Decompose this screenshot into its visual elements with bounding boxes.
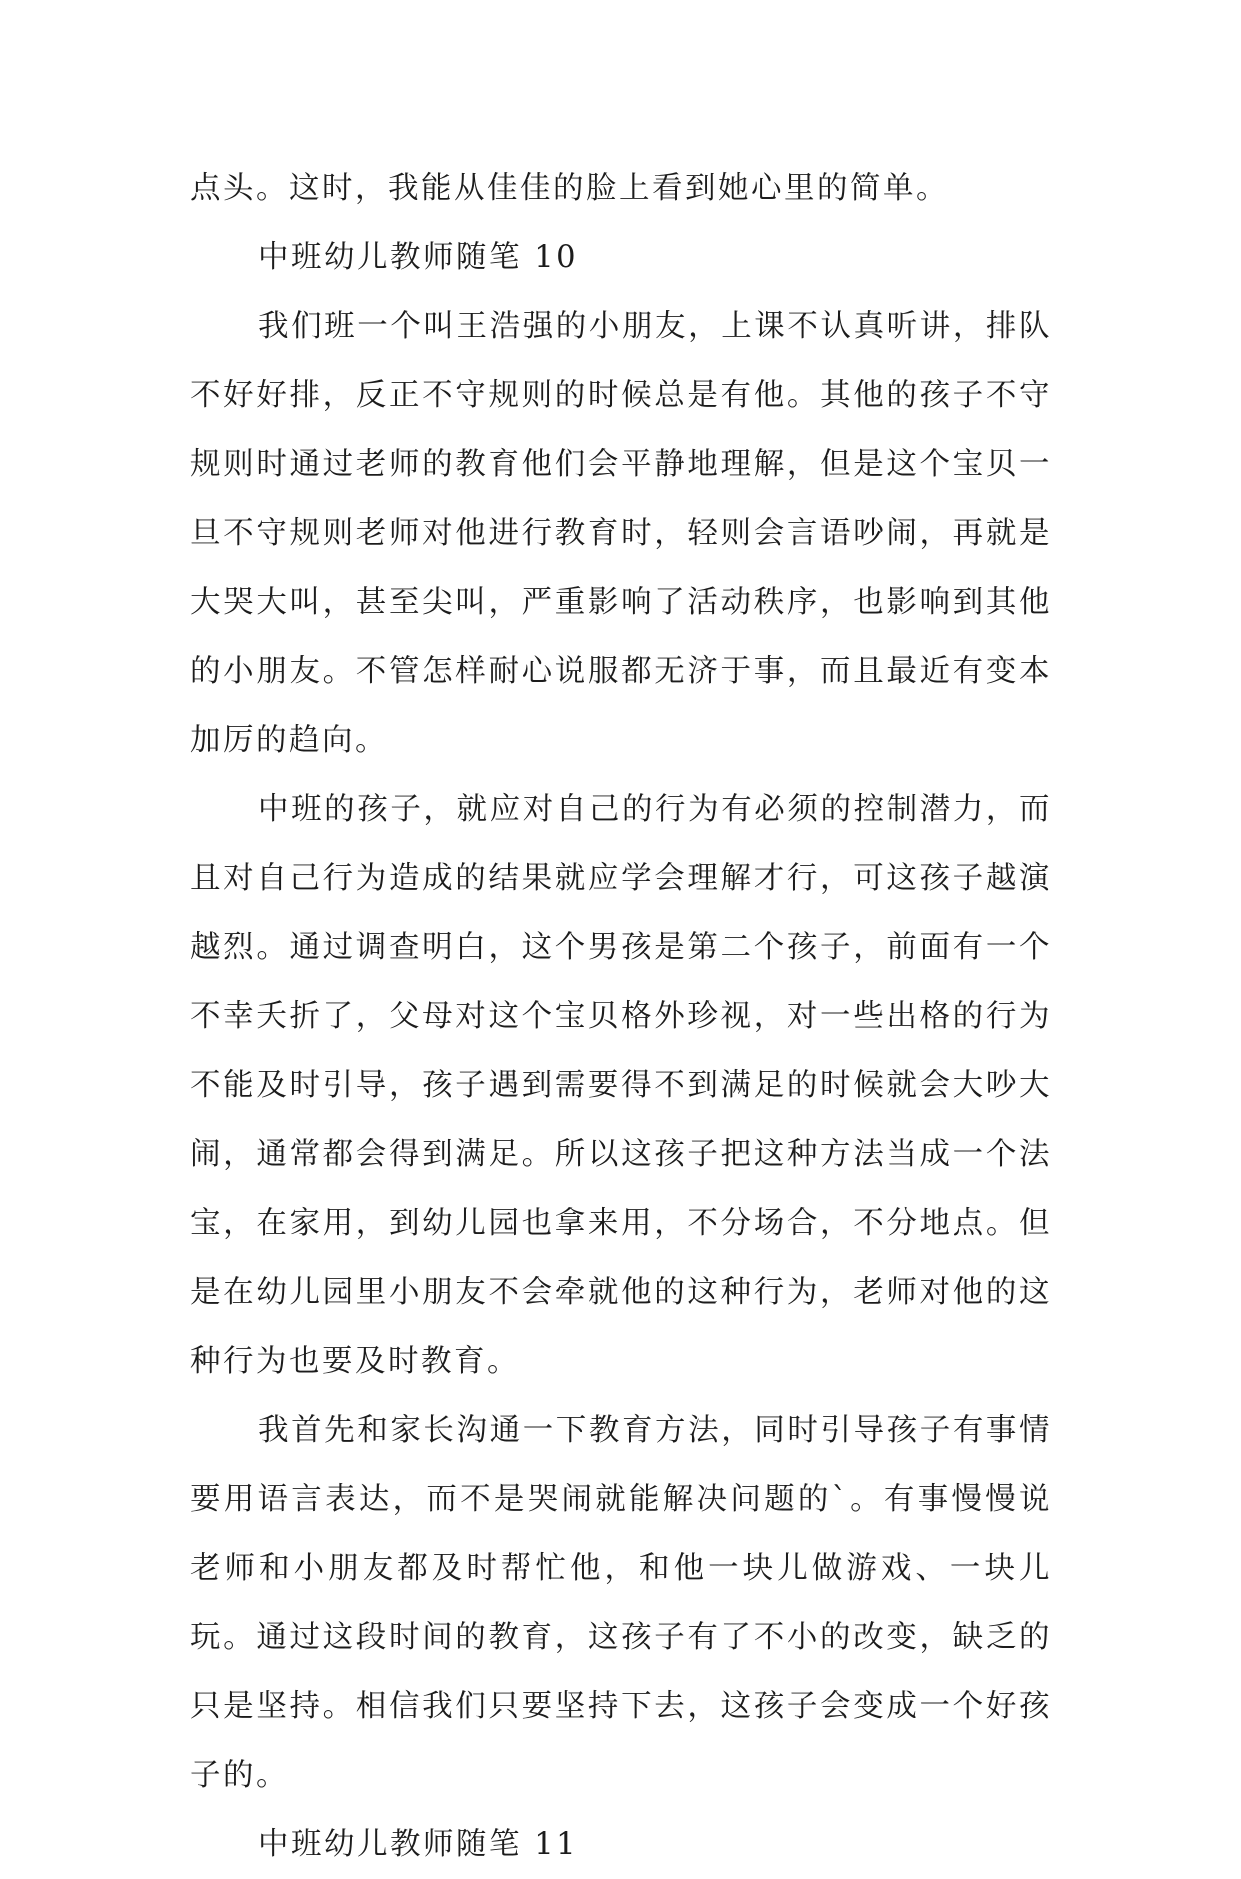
- paragraph-analysis: 中班的孩子，就应对自己的行为有必须的控制潜力，而且对自己行为造成的结果就应学会理解才行，可这孩子越演越烈。通过调查明白，这个男孩是第二个孩子，前面有一个不幸夭折了，父母对这个宝贝格外珍视，对一些出格的行为不能及时引导，孩子遇到需要得不到满足的时候就会大吵大闹，通常都会得到满足。所以这孩子把这种方法当成一个法宝，在家用，到幼儿园也拿来用，不分场合，不分地点。但是在幼儿园里小朋友不会牵就他的这种行为，老师对他的这种行为也要及时教育。: [190, 792, 1052, 1379]
- section-heading-10: 中班幼儿教师随笔 10: [258, 240, 579, 275]
- paragraph-problem-description: 我们班一个叫王浩强的小朋友，上课不认真听讲，排队不好好排，反正不守规则的时候总是有他。其他的孩子不守规则时通过老师的教育他们会平静地理解，但是这个宝贝一旦不守规则老师对他进行教育时，轻则会言语吵闹，再就是大哭大叫，甚至尖叫，严重影响了活动秩序，也影响到其他的小朋友。不管怎样耐心说服都无济于事，而且最近有变本加厉的趋向。: [190, 309, 1052, 758]
- paragraph-continuation: 点头。这时，我能从佳佳的脸上看到她心里的简单。: [190, 171, 949, 206]
- section-heading-11: 中班幼儿教师随笔 11: [258, 1827, 579, 1862]
- paragraph-solution: 我首先和家长沟通一下教育方法，同时引导孩子有事情要用语言表达，而不是哭闹就能解决问题的`。有事慢慢说老师和小朋友都及时帮忙他，和他一块儿做游戏、一块儿玩。通过这段时间的教育，这孩子有了不小的改变，缺乏的只是坚持。相信我们只要坚持下去，这孩子会变成一个好孩子的。: [190, 1413, 1052, 1793]
- document-body: [190, 154, 1052, 1879]
